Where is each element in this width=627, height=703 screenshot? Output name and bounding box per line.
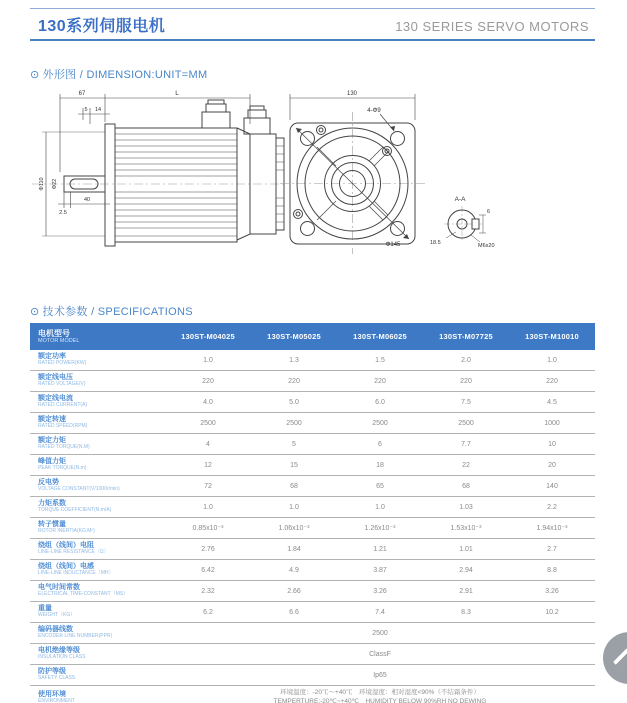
spec-value: 7.7 <box>461 440 471 448</box>
spec-value: 2.2 <box>547 503 557 511</box>
spec-row-label-cn: 使用环境 <box>38 691 66 699</box>
spec-row <box>30 665 595 686</box>
spec-row-label-en: ENCODER LINE NUMBER(PPR) <box>38 633 113 640</box>
spec-row-label <box>30 416 165 430</box>
section-heading-specs <box>30 303 193 319</box>
spec-row-label-en: VOLTAGE CONSTANT(V/1000r/min) <box>38 486 120 493</box>
spec-value: 1.01 <box>459 545 473 553</box>
spec-row-label-en: ELECTRICAL TIME-CONSTANT（MS） <box>38 591 129 598</box>
spec-row <box>30 434 595 455</box>
spec-value: 72 <box>204 482 212 490</box>
spec-value: 1.0 <box>375 503 385 511</box>
spec-row <box>30 581 595 602</box>
spec-row-label <box>30 626 165 640</box>
spec-value: 1.21 <box>373 545 387 553</box>
spec-row-label <box>30 395 165 409</box>
spec-row <box>30 686 595 703</box>
spec-value: 140 <box>546 482 558 490</box>
spec-value: 0.85x10⁻³ <box>192 525 224 532</box>
spec-row-label-cn: 绕组（线间）电感 <box>38 563 94 571</box>
spec-row-label-en: ENVIRONMENT <box>38 698 75 703</box>
spec-value: 1.0 <box>203 356 213 364</box>
spec-value: 2.32 <box>201 587 215 595</box>
spec-value: 4.0 <box>203 398 213 406</box>
dim-label-phi145: Φ145 <box>385 242 401 248</box>
model-column-header: 130ST-M06025 <box>353 332 407 341</box>
spec-value: 1.5 <box>375 356 385 364</box>
spec-row-label-en: INSULATION CLASS <box>38 654 86 661</box>
spec-row-label <box>30 353 165 367</box>
spec-row-label-cn: 重量 <box>38 605 52 613</box>
spec-row <box>30 476 595 497</box>
section-heading-dimension-label: 外形图 / DIMENSION:UNIT=MM <box>42 69 208 81</box>
spec-row-label <box>30 500 165 514</box>
spec-row-label <box>30 521 165 535</box>
spec-value: 65 <box>376 482 384 490</box>
spec-value: 1.94x10⁻³ <box>536 525 568 532</box>
spec-value: 10.2 <box>545 608 559 616</box>
spec-value: 1.53x10⁻³ <box>450 525 482 532</box>
section-marker-icon: ⊙ <box>30 69 40 81</box>
spec-value: 1.0 <box>289 503 299 511</box>
motor-model-label-en: MOTOR MODEL <box>38 337 80 344</box>
dim-label-67: 67 <box>78 91 86 97</box>
spec-value: 10 <box>548 440 556 448</box>
spec-value: 6 <box>378 440 382 448</box>
spec-value: 4 <box>206 440 210 448</box>
spec-value: 20 <box>548 461 556 469</box>
spec-value-span: 2500 <box>372 629 388 637</box>
spec-value-span <box>165 689 595 703</box>
spec-row-label-en: LINE-LINE INDUCTANCE（MH） <box>38 570 114 577</box>
spec-row-label <box>30 437 165 451</box>
spec-row-label <box>30 563 165 577</box>
spec-value: 3.26 <box>545 587 559 595</box>
spec-row-label-cn: 额定线电流 <box>38 395 73 403</box>
spec-value: 2.66 <box>287 587 301 595</box>
spec-row-label <box>30 374 165 388</box>
spec-row-label-cn: 绕组（线间）电阻 <box>38 542 94 550</box>
spec-value: 1.0 <box>547 356 557 364</box>
spec-value: 2.91 <box>459 587 473 595</box>
spec-row-label-en: RATED SPEED(RPM) <box>38 423 88 430</box>
spec-row-label-en: WEIGHT（KG） <box>38 612 76 619</box>
section-marker-icon: ⊙ <box>30 306 40 318</box>
spec-value: 5.0 <box>289 398 299 406</box>
section-heading-dimension <box>30 66 207 82</box>
spec-row-label-cn: 防护等级 <box>38 668 66 676</box>
spec-value: 4.5 <box>547 398 557 406</box>
spec-value: 5 <box>292 440 296 448</box>
spec-row <box>30 560 595 581</box>
specifications-table <box>30 323 595 703</box>
spec-row-label-cn: 电气时间常数 <box>38 584 80 592</box>
spec-value: 220 <box>288 377 300 385</box>
spec-row-label-cn: 力矩系数 <box>38 500 66 508</box>
spec-row <box>30 392 595 413</box>
spec-row-label-en: RATED VOLTAGE(V) <box>38 381 86 388</box>
dim-label-key6: 6 <box>487 209 491 215</box>
model-column-header: 130ST-M10010 <box>525 332 579 341</box>
spec-row <box>30 350 595 371</box>
spec-value: 12 <box>204 461 212 469</box>
dim-label-14: 14 <box>94 107 102 113</box>
spec-row-label <box>30 458 165 472</box>
spec-value: 6.6 <box>289 608 299 616</box>
spec-row-label-en: RATED POWER(KW) <box>38 360 87 367</box>
spec-row-label <box>30 479 165 493</box>
spec-value: 1.06x10⁻³ <box>278 525 310 532</box>
page-title: 130系列伺服电机 <box>38 18 166 35</box>
dim-label-2-5: 2.5 <box>59 210 67 216</box>
spec-value: 2.7 <box>547 545 557 553</box>
spec-value: 1.03 <box>459 503 473 511</box>
dim-label-40: 40 <box>83 197 91 203</box>
spec-header-row <box>30 323 595 350</box>
spec-header-label <box>30 329 165 345</box>
model-column-header: 130ST-M05025 <box>267 332 321 341</box>
spec-value: 2500 <box>286 419 302 427</box>
spec-row <box>30 602 595 623</box>
spec-row-label-cn: 转子惯量 <box>38 521 66 529</box>
spec-value: 68 <box>290 482 298 490</box>
spec-row-label <box>30 584 165 598</box>
spec-value: 1.3 <box>289 356 299 364</box>
spec-value: 1.0 <box>203 503 213 511</box>
spec-value: 2.0 <box>461 356 471 364</box>
page-header <box>30 8 595 41</box>
spec-value-line: 环境温度：-20℃～+40℃ 环境湿度：相对湿度<90%（不结霜条件） <box>280 689 480 697</box>
spec-row-label-en: PEAK TORQUE(N.m) <box>38 465 87 472</box>
spec-value: 6.2 <box>203 608 213 616</box>
spec-value: 1.84 <box>287 545 301 553</box>
spec-row-label <box>30 605 165 619</box>
spec-row <box>30 623 595 644</box>
spec-row <box>30 455 595 476</box>
spec-row-label-en: RATED TORQUE(N.M) <box>38 444 90 451</box>
spec-value-span: ClassF <box>369 650 391 658</box>
spec-value: 2500 <box>458 419 474 427</box>
section-aa-label: A-A <box>454 196 466 203</box>
dim-label-18-5: 18.5 <box>430 240 441 246</box>
spec-row-label-en: RATED CURRENT(A) <box>38 402 88 409</box>
spec-row-label-cn: 额定功率 <box>38 353 66 361</box>
spec-value: 6.42 <box>201 566 215 574</box>
spec-value: 6.0 <box>375 398 385 406</box>
spec-row-label <box>30 691 165 703</box>
spec-row <box>30 497 595 518</box>
model-column-header: 130ST-M04025 <box>181 332 235 341</box>
chevron-up-icon <box>613 648 627 676</box>
motor-model-label-cn: 电机型号 <box>38 328 70 338</box>
spec-value: 220 <box>546 377 558 385</box>
spec-row-label <box>30 542 165 556</box>
spec-row <box>30 644 595 665</box>
spec-row-label-cn: 额定力矩 <box>38 437 66 445</box>
spec-value: 1000 <box>544 419 560 427</box>
spec-row-label-cn: 电机绝缘等级 <box>38 647 80 655</box>
spec-value-line: TEMPERTURE:-20℃~+40℃ HUMIDITY BELOW 90%RH NO DEWING <box>273 698 487 703</box>
spec-row-label-en: SAFETY CLASS <box>38 675 76 682</box>
spec-value: 220 <box>460 377 472 385</box>
spec-row-label-cn: 反电势 <box>38 479 59 487</box>
spec-value: 8.3 <box>461 608 471 616</box>
dim-label-130: 130 <box>346 91 358 97</box>
dim-label-5: 5 <box>84 107 88 113</box>
spec-value: 1.26x10⁻³ <box>364 525 396 532</box>
spec-value: 3.87 <box>373 566 387 574</box>
dim-label-L: L <box>175 90 179 97</box>
spec-value: 8.8 <box>547 566 557 574</box>
spec-value: 7.4 <box>375 608 385 616</box>
spec-row-label <box>30 647 165 661</box>
spec-value: 7.5 <box>461 398 471 406</box>
spec-row <box>30 518 595 539</box>
spec-value: 2500 <box>200 419 216 427</box>
section-heading-specs-label: 技术参数 / SPECIFICATIONS <box>42 306 193 318</box>
spec-value: 220 <box>202 377 214 385</box>
spec-row-label-cn: 额定转速 <box>38 416 66 424</box>
spec-value: 68 <box>462 482 470 490</box>
page-title-en: 130 SERIES SERVO MOTORS <box>395 19 589 34</box>
spec-value: 2.94 <box>459 566 473 574</box>
spec-value: 2.76 <box>201 545 215 553</box>
spec-row-label-cn: 编码器线数 <box>38 626 73 634</box>
dim-label-4phi9: 4-Φ9 <box>367 108 381 114</box>
spec-row-label-en: ROTOR INERTIA(KG.M²) <box>38 528 95 535</box>
spec-value: 220 <box>374 377 386 385</box>
spec-row <box>30 413 595 434</box>
back-to-top-button[interactable] <box>603 632 627 684</box>
spec-row-label-cn: 峰值力矩 <box>38 458 66 466</box>
spec-value: 3.26 <box>373 587 387 595</box>
spec-value-span: Ip65 <box>373 671 387 679</box>
spec-row-label <box>30 668 165 682</box>
spec-row-label-en: TORQUE COEFFICIENT(N.m/A) <box>38 507 112 514</box>
spec-table-body <box>30 350 595 703</box>
dimension-diagram <box>30 84 595 270</box>
spec-row-label-cn: 额定线电压 <box>38 374 73 382</box>
spec-value: 15 <box>290 461 298 469</box>
spec-value: 18 <box>376 461 384 469</box>
spec-row-label-en: LINE-LINE RESISTANCE（Ω） <box>38 549 109 556</box>
spec-value: 4.9 <box>289 566 299 574</box>
spec-row <box>30 539 595 560</box>
model-column-header: 130ST-M07725 <box>439 332 493 341</box>
spec-header-models <box>165 332 595 341</box>
dim-label-m6x20: M6x20 <box>478 243 495 249</box>
dim-label-phi22: Φ22 <box>52 178 58 190</box>
spec-value: 22 <box>462 461 470 469</box>
spec-value: 2500 <box>372 419 388 427</box>
dim-label-phi110: Φ110 <box>39 177 45 191</box>
spec-row <box>30 371 595 392</box>
